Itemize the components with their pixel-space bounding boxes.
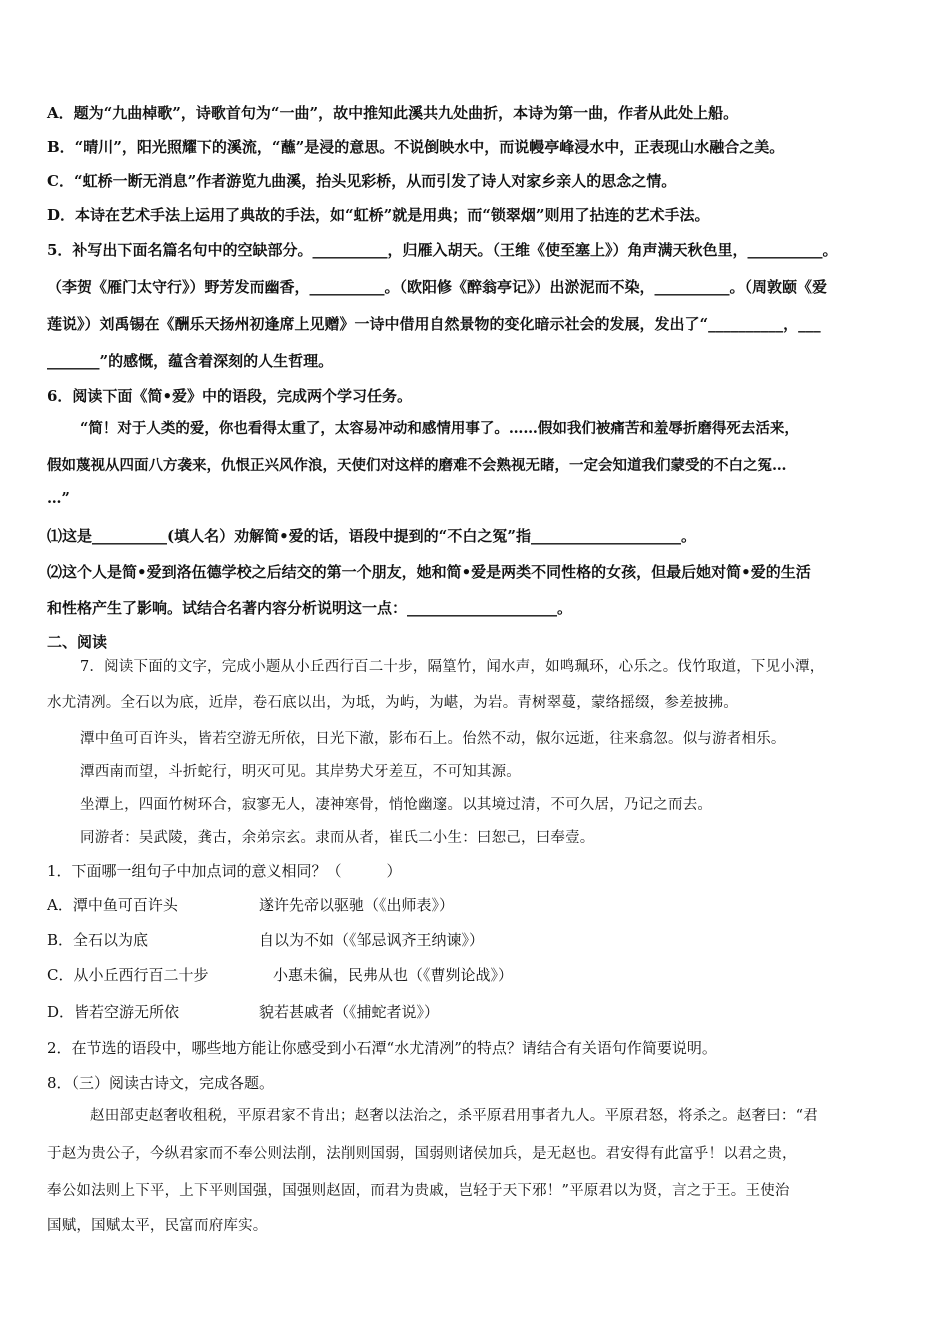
q8-passage-line-4: 国赋，国赋太平，民富而府库实。 [47, 1218, 268, 1234]
q5-line-4: _______”的感慨，蕴含着深刻的人生哲理。 [47, 352, 334, 370]
q5-line-2: （李贺《雁门太守行》）野芳发而幽香，__________。（欧阳修《醉翁亭记》）出淤泥而不染，__________。（周敦颐《爱 [47, 278, 828, 296]
q6-quote-line-2: 假如蔑视从四面八方袭来，仇恨正兴风作浪，天使们对这样的磨难不会熟视无睹，一定会知道我们蒙受的不白之冤… [47, 457, 787, 474]
q7-sub1-option-d [47, 1002, 439, 1022]
q6-task-2-line-2: 和性格产生了影响。试结合名著内容分析说明这一点：____________________。 [47, 599, 573, 617]
q4-option-b: B．“晴川”，阳光照耀下的溪流，“蘸”是浸的意思。不说倒映水中，而说幔亭峰浸水中，正表现山水融合之美。 [47, 138, 785, 156]
section-title: 二、阅读 [47, 633, 108, 651]
q7-sub2: 2．在节选的语段中，哪些地方能让你感受到小石潭“水尤清冽”的特点？请结合有关语句作简要说明。 [47, 1039, 717, 1057]
q4-option-a: A．题为“九曲棹歌”，诗歌首句为“一曲”，故中推知此溪共九处曲折，本诗为第一曲，作者从此处上船。 [47, 104, 739, 122]
q8-passage-line-3: 奉公如法则上下平，上下平则国强，国强则赵固，而君为贵戚，岂轻于天下邪！”平原君以为贤，言之于王。王使治 [47, 1183, 790, 1199]
q6-stem: 6．阅读下面《简•爱》中的语段，完成两个学习任务。 [47, 387, 413, 405]
option-b-reference: 自以为不如（《邹忌讽齐王纳谏》） [259, 931, 485, 949]
q7-passage-line-2: 水尤清冽。全石以为底，近岸，卷石底以出，为坻，为屿，为嵁，为岩。青树翠蔓，蒙络摇缀，参差披拂。 [47, 695, 738, 711]
option-d-sentence: D．皆若空游无所依 [47, 1003, 180, 1021]
q8-passage-line-2: 于赵为贵公子，今纵君家而不奉公则法削，法削则国弱，国弱则诸侯加兵，是无赵也。君安得有此富乎！以君之贵， [47, 1146, 797, 1162]
q7-passage-line-6: 同游者：吴武陵，龚古，余弟宗玄。隶而从者，崔氏二小生：曰恕己，曰奉壹。 [80, 830, 595, 846]
q6-quote-line-1: “简！对于人类的爱，你也看得太重了，太容易冲动和感情用事了。……假如我们被痛苦和羞辱折磨得死去活来， [80, 420, 799, 437]
q7-passage-line-3: 潭中鱼可百许头，皆若空游无所依，日光下澈，影布石上。佁然不动，俶尔远逝，往来翕忽。似与游者相乐。 [80, 731, 786, 747]
q7-passage-line-4: 潭西南而望，斗折蛇行，明灭可见。其岸势犬牙差互，不可知其源。 [80, 764, 521, 780]
q7-passage-line-5: 坐潭上，四面竹树环合，寂寥无人，凄神寒骨，悄怆幽邃。以其境过清，不可久居，乃记之而去。 [80, 797, 713, 813]
q8-passage-line-1: 赵田部吏赵奢收租税，平原君家不肯出；赵奢以法治之，杀平原君用事者九人。平原君怒，将杀之。赵奢曰：“君 [90, 1108, 818, 1124]
q5-line-1: 5．补写出下面名篇名句中的空缺部分。__________，归雁入胡天。（王维《使至塞上》）角声满天秋色里，__________。 [47, 241, 838, 259]
option-a-sentence: A．潭中鱼可百许头 [47, 896, 178, 914]
q5-line-3: 莲说》）刘禹锡在《酬乐天扬州初逢席上见赠》一诗中借用自然景物的变化暗示社会的发展，发出了“__________，___ [47, 315, 821, 333]
q7-sub1-option-b [47, 930, 484, 950]
option-b-sentence: B．全石以为底 [47, 931, 149, 949]
q6-quote-line-3: …” [47, 490, 70, 507]
option-c-sentence: C．从小丘西行百二十步 [47, 966, 209, 984]
q6-task-1: ⑴这是__________(填人名）劝解简•爱的话，语段中提到的“不白之冤”指____________________。 [47, 527, 696, 545]
q7-passage-line-1: 7．阅读下面的文字，完成小题从小丘西行百二十步，隔篁竹，闻水声，如鸣珮环，心乐之。伐竹取道，下见小潭， [80, 659, 825, 675]
q7-sub1-option-c [47, 965, 513, 985]
q7-sub1-stem: 1．下面哪一组句子中加点词的意义相同？（ ） [47, 862, 402, 880]
option-d-reference: 貌若甚戚者（《捕蛇者说》） [259, 1003, 440, 1021]
q8-stem: 8．（三）阅读古诗文，完成各题。 [47, 1074, 275, 1092]
q4-option-c: C．“虹桥一断无消息”作者游览九曲溪，抬头见彩桥，从而引发了诗人对家乡亲人的思念之情。 [47, 172, 677, 190]
option-a-reference: 遂许先帝以驱驰（《出师表》） [259, 896, 455, 914]
option-c-reference: 小惠未徧，民弗从也（《曹刿论战》） [273, 966, 514, 984]
q6-task-2-line-1: ⑵这个人是简•爱到洛伍德学校之后结交的第一个朋友，她和简•爱是两类不同性格的女孩，但最后她对简•爱的生活 [47, 563, 811, 581]
q7-sub1-option-a [47, 895, 454, 915]
q4-option-d: D．本诗在艺术手法上运用了典故的手法，如“虹桥”就是用典；而“锁翠烟”则用了拈连的艺术手法。 [47, 206, 710, 224]
